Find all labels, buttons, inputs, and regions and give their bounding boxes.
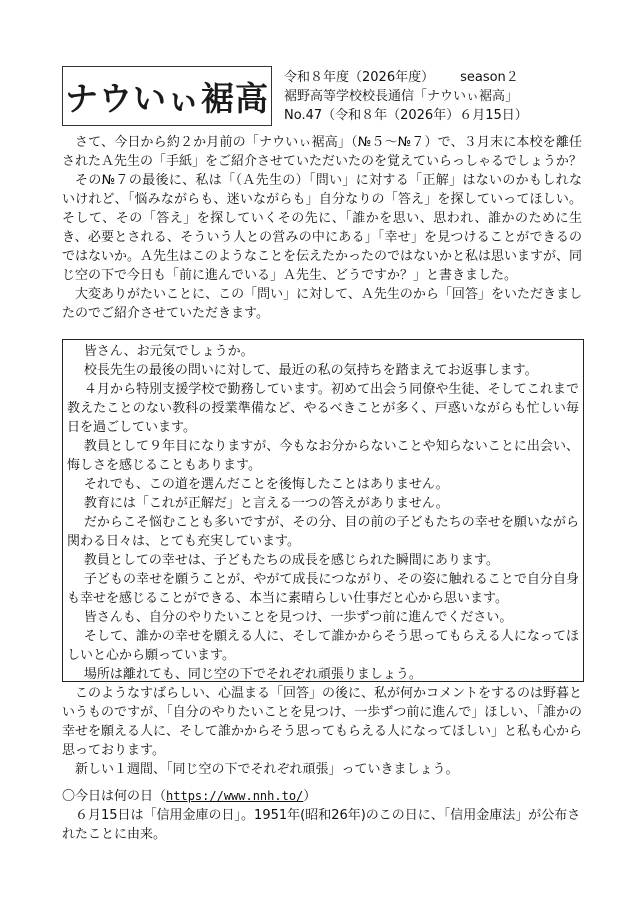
letter-paragraph: 場所は離れても、同じ空の下でそれぞれ頑張りましょう。	[83, 667, 422, 682]
letter-paragraph: ４月から特別支援学校で勤務しています。初めて出会う同僚や生徒、そしてこれまで教えたことのない教科の授業準備など、やるべきことが多く、戸惑いながらも忙しい毎日を過ごしています。	[67, 382, 579, 435]
letter-paragraph: だからこそ悩むことも多いですが、その分、目の前の子どもたちの幸せを願いながら関わる日々は、とても充実しています。	[67, 515, 579, 549]
intro-paragraph: その№７の最後に、私は「（Ａ先生の）「問い」に対する「正解」はないのかもしれないけれど、「悩みながらも、迷いながらも」自分なりの「答え」を探していってほしい。そして、その「答え」を探していくその先に、「誰かを思い、思われ、誰かのために生き、必要とされる、そういう人との営みの中にある」「幸せ」を見つけることができるのではないか。Ａ先生はこのようなことを伝えたかったのではないかと私は思いますが、同じ空の下で今日も「前に進んでいる」Ａ先生、どうですか？」と書きました。	[62, 173, 583, 283]
issue-info	[284, 68, 584, 125]
letter-paragraph: 教員としての幸せは、子どもたちの成長を感じられた瞬間にあります。	[83, 553, 499, 568]
letter-paragraph: 皆さん、お元気でしょうか。	[83, 344, 254, 359]
letter-paragraph: 教員として９年目になりますが、今もなお分からないことや知らないことに出会い、悔しさを感じることもあります。	[67, 439, 579, 473]
today-heading-suffix: ）	[303, 789, 317, 804]
newsletter-header	[62, 66, 582, 128]
letter-paragraph: 校長先生の最後の問いに対して、最近の私の気持ちを踏まえてお返事します。	[83, 363, 538, 378]
closing-paragraph: 新しい１週間、「同じ空の下でそれぞれ頑張」っていきましょう。	[75, 762, 459, 777]
letter-paragraph: 子どもの幸せを願うことが、やがて成長につながり、その姿に触れることで自分自身も幸せを感じることができる、本当に素晴らしい仕事だと心から思います。	[67, 572, 579, 606]
newsletter-logo	[62, 66, 272, 126]
letter-paragraph: それでも、この道を選んだことを後悔したことはありません。	[83, 477, 449, 492]
closing-section	[62, 684, 582, 779]
teacher-letter-box	[62, 339, 584, 682]
intro-section	[62, 133, 582, 323]
issue-year-line	[284, 68, 584, 87]
closing-paragraph: このようなすばらしい、心温まる「回答」の後に、私が何かコメントをするのは野暮というものですが、「自分のやりたいことを見つけ、一歩ずつ前に進んで」ほしい、「誰かの幸せを願える人に、そして誰かからそう思ってもらえる人になってほしい」と私も心から思っております。	[62, 686, 583, 758]
today-heading-prefix: 〇今日は何の日（	[62, 789, 167, 804]
today-description: ６月15日は「信用金庫の日」。1951年(昭和26年)のこの日に、「信用金庫法」が公布されたことに由来。	[62, 808, 581, 842]
fiscal-year: 令和８年度（2026年度）	[284, 70, 435, 85]
today-section	[62, 787, 582, 844]
season-label: season２	[460, 70, 519, 85]
letter-paragraph: 教育には「これが正解だ」と言える一つの答えがありません。	[83, 496, 449, 511]
today-heading	[62, 787, 582, 806]
letter-paragraph: そして、誰かの幸せを願える人に、そして誰かからそう思ってもらえる人になってほしいと心から願っています。	[67, 629, 579, 663]
issue-number-date: No.47（令和８年（2026年）６月15日）	[284, 108, 528, 123]
newsletter-name: 裾野高等学校校長通信「ナウいぃ裾高」	[284, 89, 519, 104]
letter-paragraph: 皆さんも、自分のやりたいことを見つけ、一歩ずつ前に進んでください。	[83, 610, 513, 625]
newsletter-logo-text: ナウいぃ裾高	[65, 78, 269, 118]
intro-paragraph: 大変ありがたいことに、この「問い」に対して、Ａ先生のから「回答」をいただきましたのでご紹介させていただきます。	[62, 287, 582, 321]
today-source-link[interactable]: https://www.nnh.to/	[166, 789, 304, 803]
intro-paragraph: さて、今日から約２か月前の「ナウいぃ裾高」（№５～№７）で、３月末に本校を離任されたＡ先生の「手紙」をご紹介させていただいたのを覚えていらっしゃるでしょうか？	[62, 135, 582, 169]
